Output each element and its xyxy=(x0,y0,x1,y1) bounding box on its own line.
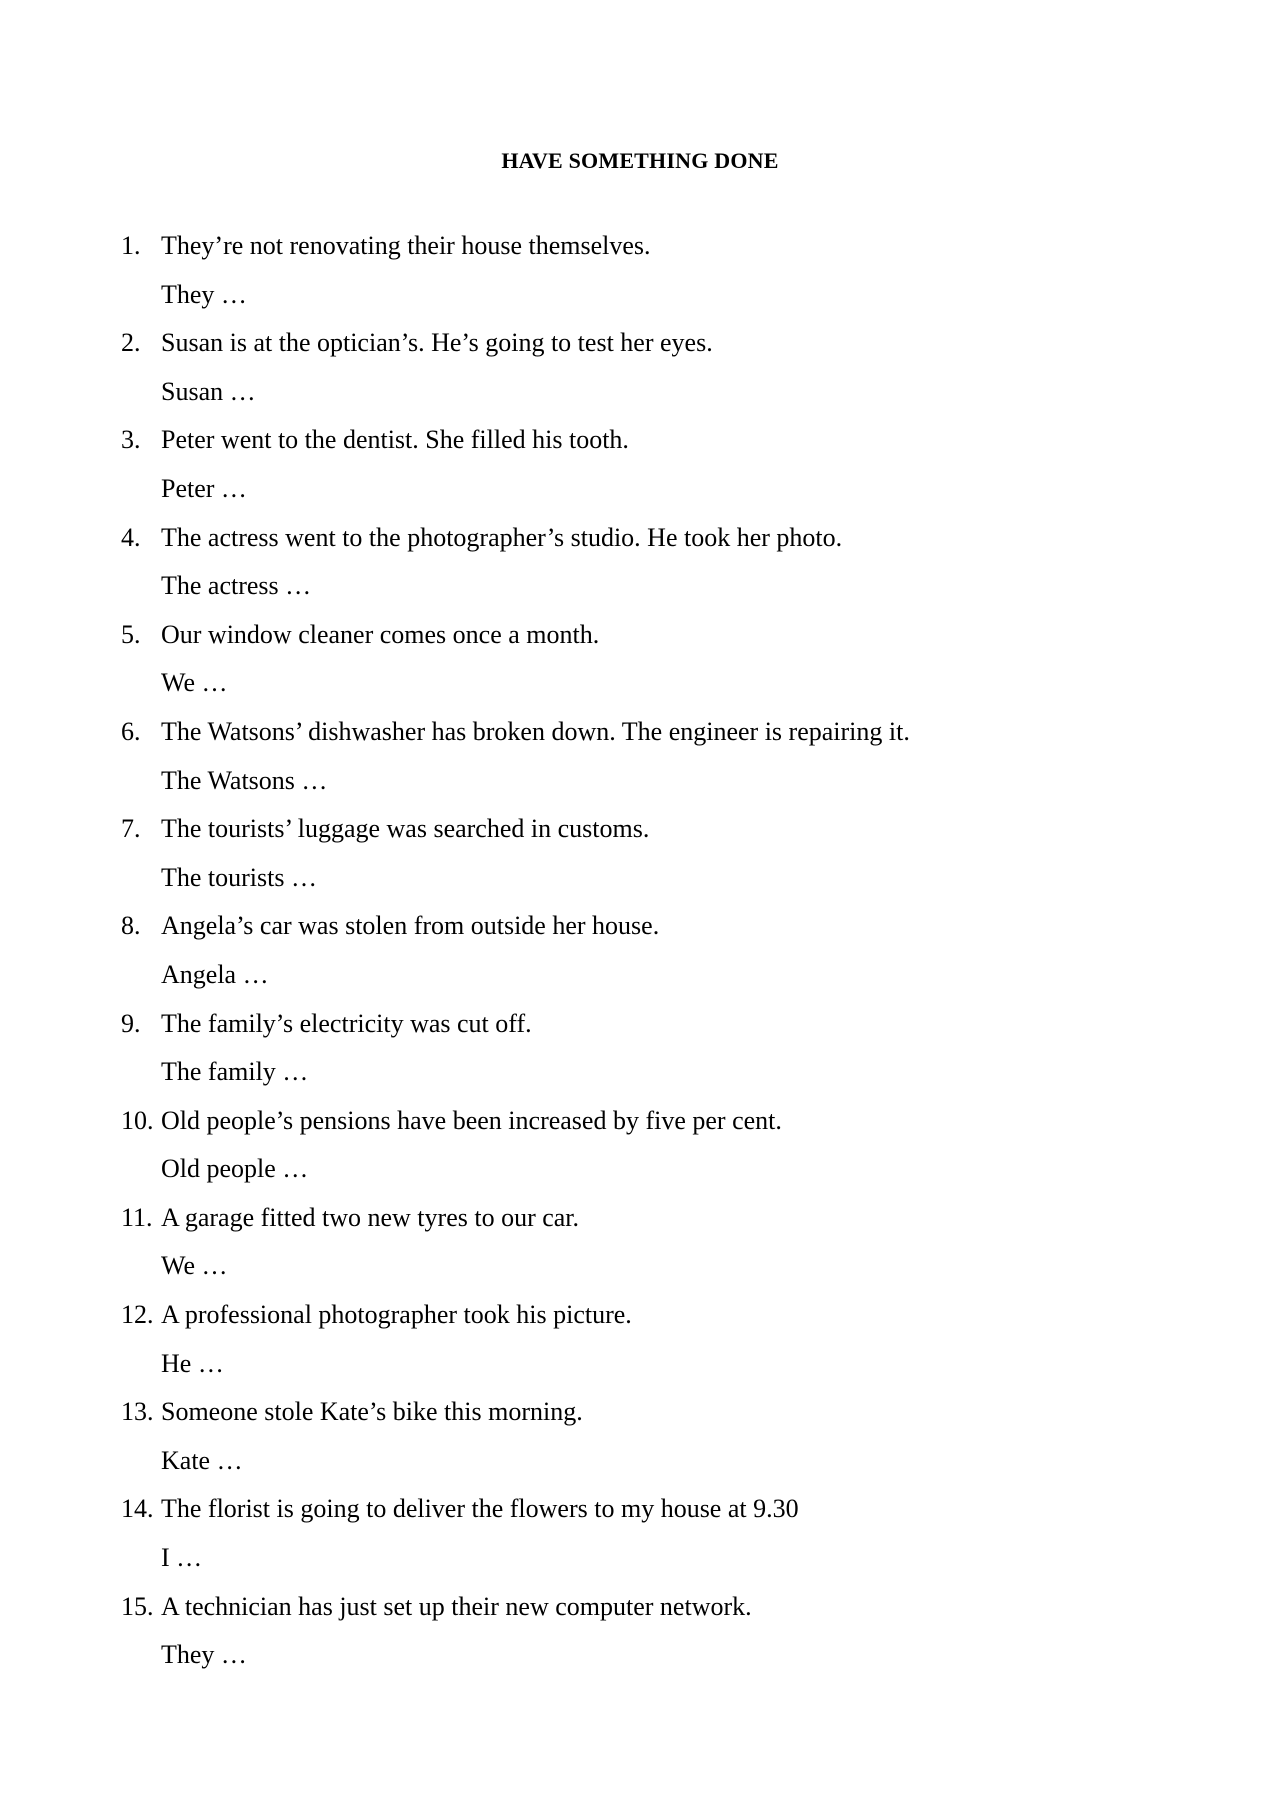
exercise-prompt: The tourists … xyxy=(161,862,317,892)
exercise-item xyxy=(121,222,1161,319)
exercise-prompt: The Watsons … xyxy=(161,765,328,795)
exercise-prompt: We … xyxy=(161,1251,228,1281)
exercise-sentence: The florist is going to deliver the flowers to my house at 9.30 xyxy=(161,1494,799,1524)
exercise-item xyxy=(121,805,1161,902)
exercise-number: 13. xyxy=(121,1397,154,1427)
exercise-sentence: Angela’s car was stolen from outside her house. xyxy=(161,911,660,941)
exercise-number: 4. xyxy=(121,522,141,552)
document-title: HAVE SOMETHING DONE xyxy=(501,148,779,173)
exercise-item xyxy=(121,1291,1161,1388)
exercise-item xyxy=(121,1485,1161,1582)
exercise-prompt: Kate … xyxy=(161,1445,243,1475)
exercise-item xyxy=(121,902,1161,999)
exercise-item xyxy=(121,1194,1161,1291)
exercise-prompt: Angela … xyxy=(161,959,269,989)
exercise-sentence: A garage fitted two new tyres to our car. xyxy=(161,1202,580,1232)
exercise-number: 5. xyxy=(121,619,141,649)
exercise-item xyxy=(121,416,1161,513)
exercise-prompt: The family … xyxy=(161,1057,309,1087)
exercise-prompt: Peter … xyxy=(161,473,247,503)
exercise-number: 6. xyxy=(121,716,141,746)
exercise-number: 12. xyxy=(121,1300,154,1330)
exercise-prompt: They … xyxy=(161,279,247,309)
exercise-number: 15. xyxy=(121,1591,154,1621)
exercise-number: 8. xyxy=(121,911,141,941)
exercise-number: 9. xyxy=(121,1008,141,1038)
exercise-item xyxy=(121,708,1161,805)
exercise-number: 2. xyxy=(121,328,141,358)
exercise-number: 10. xyxy=(121,1105,154,1135)
exercise-prompt: The actress … xyxy=(161,571,312,601)
exercise-sentence: The Watsons’ dishwasher has broken down. The engineer is repairing it. xyxy=(161,716,910,746)
exercise-number: 11. xyxy=(121,1202,153,1232)
exercise-number: 14. xyxy=(121,1494,154,1524)
exercise-prompt: He … xyxy=(161,1348,224,1378)
exercise-item xyxy=(121,319,1161,416)
exercise-prompt: I … xyxy=(161,1543,203,1573)
exercise-sentence: Our window cleaner comes once a month. xyxy=(161,619,600,649)
exercise-list xyxy=(121,222,1161,1680)
exercise-item xyxy=(121,1000,1161,1097)
exercise-item xyxy=(121,1388,1161,1485)
exercise-prompt: Susan … xyxy=(161,376,256,406)
exercise-prompt: We … xyxy=(161,668,228,698)
exercise-sentence: The actress went to the photographer’s studio. He took her photo. xyxy=(161,522,843,552)
exercise-sentence: A professional photographer took his picture. xyxy=(161,1300,632,1330)
exercise-sentence: The tourists’ luggage was searched in customs. xyxy=(161,814,650,844)
exercise-item xyxy=(121,1583,1161,1680)
exercise-sentence: Someone stole Kate’s bike this morning. xyxy=(161,1397,583,1427)
exercise-number: 1. xyxy=(121,231,141,260)
exercise-sentence: They’re not renovating their house themselves. xyxy=(161,231,651,260)
exercise-sentence: Susan is at the optician’s. He’s going to test her eyes. xyxy=(161,328,713,358)
exercise-number: 7. xyxy=(121,814,141,844)
exercise-number: 3. xyxy=(121,425,141,455)
exercise-prompt: They … xyxy=(161,1640,247,1670)
exercise-sentence: A technician has just set up their new computer network. xyxy=(161,1591,752,1621)
exercise-prompt: Old people … xyxy=(161,1154,309,1184)
exercise-item xyxy=(121,611,1161,708)
exercise-sentence: Old people’s pensions have been increased by five per cent. xyxy=(161,1105,782,1135)
exercise-sentence: The family’s electricity was cut off. xyxy=(161,1008,532,1038)
exercise-item xyxy=(121,514,1161,611)
exercise-item xyxy=(121,1097,1161,1194)
exercise-sentence: Peter went to the dentist. She filled his tooth. xyxy=(161,425,629,455)
